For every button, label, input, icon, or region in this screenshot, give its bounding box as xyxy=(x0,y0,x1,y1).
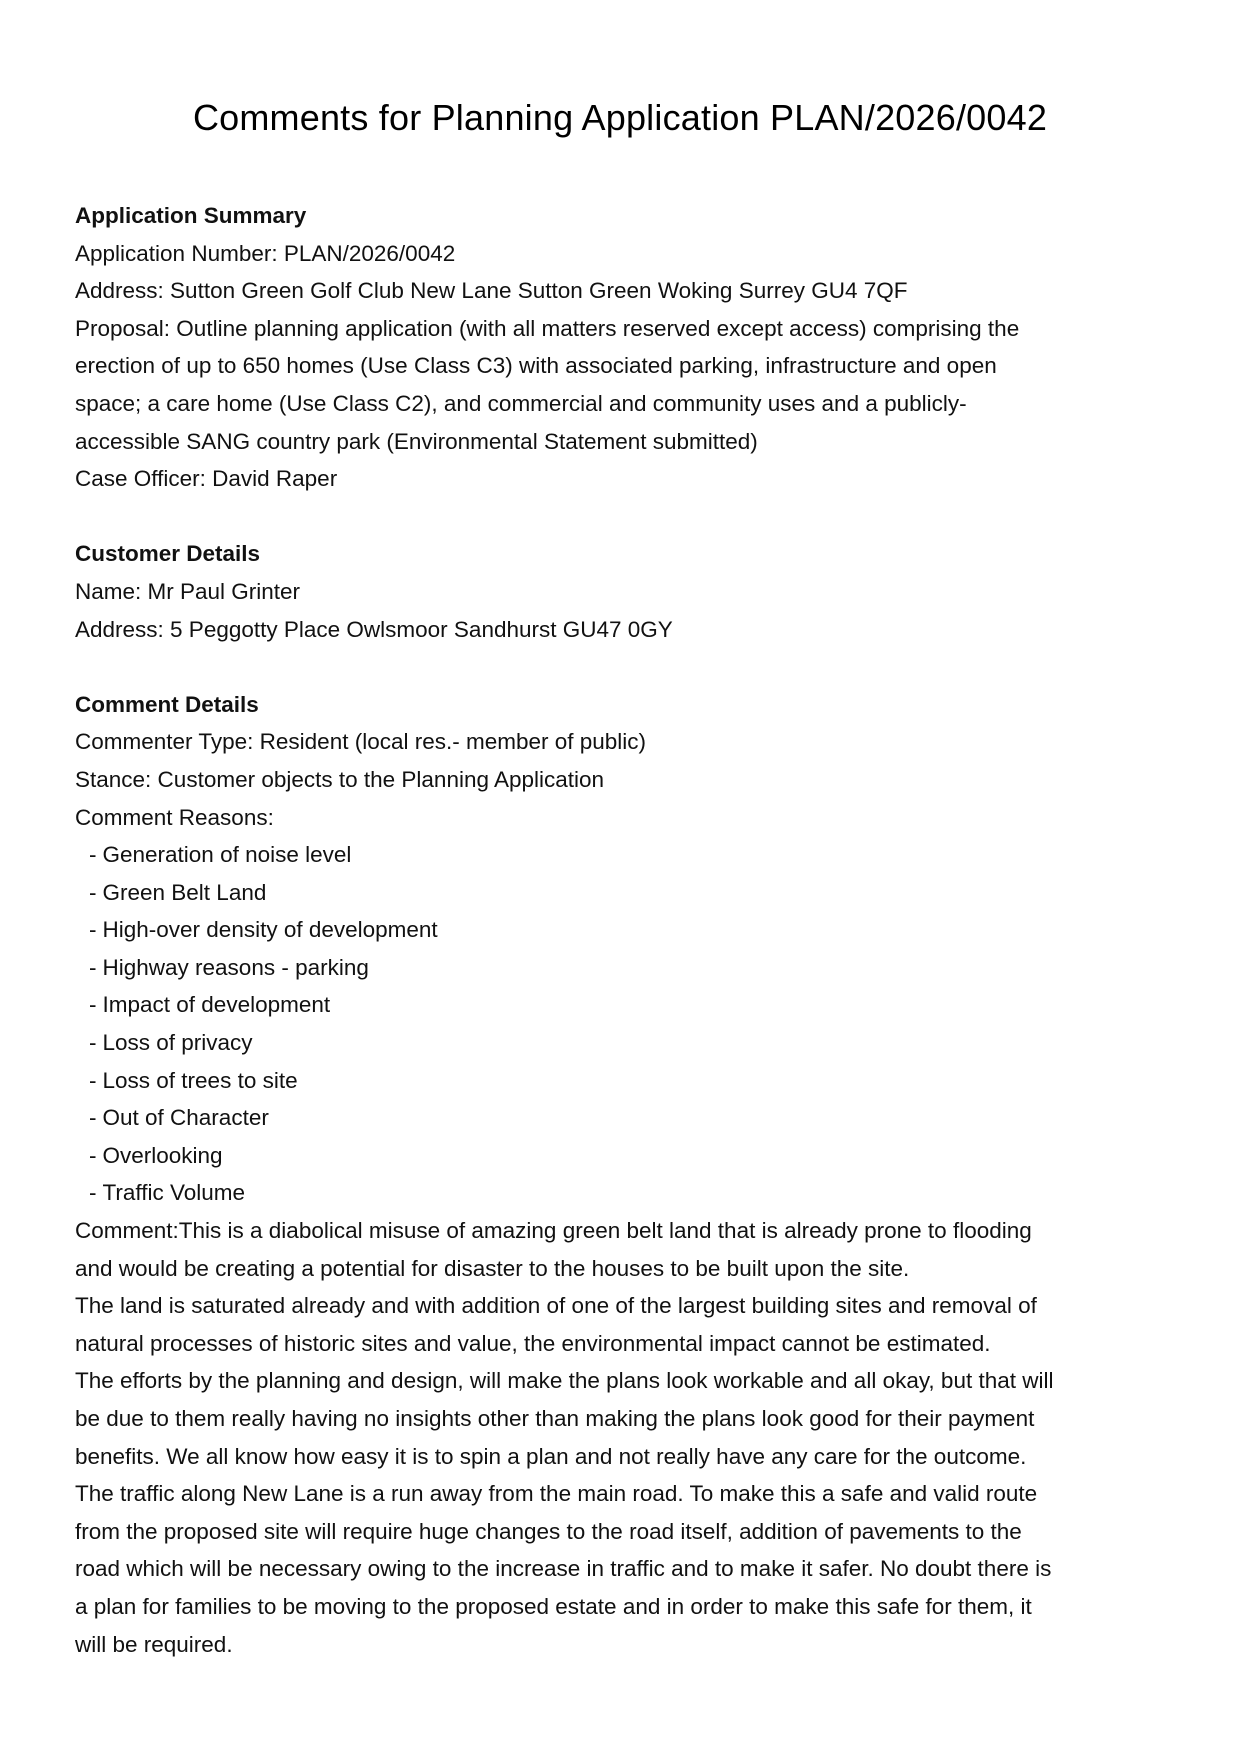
comment-reasons-label: Comment Reasons: xyxy=(75,804,274,830)
comment-reason-text: Generation of noise level xyxy=(102,842,352,868)
comment-line: and would be creating a potential for disaster to the houses to be built upon the site. xyxy=(75,1255,910,1281)
comment-line: a plan for families to be moving to the proposed estate and in order to make this safe for them, it xyxy=(75,1593,1032,1619)
comment-details-heading: Comment Details xyxy=(75,691,259,717)
comment-reason-text: Impact of development xyxy=(102,992,331,1018)
comment-reason-item: - Out of Character xyxy=(89,1105,269,1131)
comment-line: from the proposed site will require huge changes to the road itself, addition of pavements to the xyxy=(75,1518,1022,1544)
comment-line: will be required. xyxy=(75,1631,233,1657)
customer-details-section xyxy=(75,535,1175,648)
comment-reason-text: Loss of privacy xyxy=(102,1030,253,1056)
comment-reason-item: - Green Belt Land xyxy=(89,879,267,905)
comment-reason-text: Green Belt Land xyxy=(102,879,267,905)
comment-reason-item: - Highway reasons - parking xyxy=(89,954,369,980)
customer-address: Address: 5 Peggotty Place Owlsmoor Sandhurst GU47 0GY xyxy=(75,616,673,642)
comment-reason-item: - Overlooking xyxy=(89,1142,223,1168)
application-address: Address: Sutton Green Golf Club New Lane Sutton Green Woking Surrey GU4 7QF xyxy=(75,278,908,304)
comment-line: benefits. We all know how easy it is to spin a plan and not really have any care for the outcome. xyxy=(75,1443,1027,1469)
comment-text xyxy=(75,1212,1175,1663)
comment-reason-item: - Loss of privacy xyxy=(89,1030,253,1056)
comment-line: Comment:This is a diabolical misuse of amazing green belt land that is already prone to flooding xyxy=(75,1218,1032,1244)
application-number: Application Number: PLAN/2026/0042 xyxy=(75,240,456,266)
comment-reason-item: - High-over density of development xyxy=(89,917,438,943)
comment-line: road which will be necessary owing to the increase in traffic and to make it safer. No doubt there is xyxy=(75,1556,1052,1582)
comment-reason-text: Out of Character xyxy=(102,1105,269,1131)
comment-line: natural processes of historic sites and value, the environmental impact cannot be estimated. xyxy=(75,1330,991,1356)
document-body xyxy=(75,197,1175,1663)
comment-reason-text: Traffic Volume xyxy=(102,1180,246,1206)
comment-reason-text: Overlooking xyxy=(102,1142,223,1168)
comment-reason-item: - Traffic Volume xyxy=(89,1180,246,1206)
comment-line: be due to them really having no insights other than making the plans look good for their payment xyxy=(75,1406,1035,1431)
comment-reason-item: - Loss of trees to site xyxy=(89,1067,298,1093)
comment-details-section xyxy=(75,686,1175,1663)
customer-name: Name: Mr Paul Grinter xyxy=(75,578,301,604)
comment-reason-text: Loss of trees to site xyxy=(102,1067,298,1093)
comment-line: The land is saturated already and with addition of one of the largest building sites and removal of xyxy=(75,1293,1037,1319)
proposal-line: Proposal: Outline planning application (with all matters reserved except access) comprising the xyxy=(75,315,1020,341)
case-officer: Case Officer: David Raper xyxy=(75,466,338,492)
proposal-line: accessible SANG country park (Environmental Statement submitted) xyxy=(75,428,758,454)
comment-reason-item: - Impact of development xyxy=(89,992,331,1018)
comment-reason-text: Highway reasons - parking xyxy=(102,954,369,980)
customer-details-heading: Customer Details xyxy=(75,541,261,567)
comment-reasons-list xyxy=(75,836,1175,1212)
commenter-type: Commenter Type: Resident (local res.- member of public) xyxy=(75,729,647,755)
page-title: Comments for Planning Application PLAN/2026/0042 xyxy=(192,97,1048,138)
application-summary-heading: Application Summary xyxy=(75,203,307,228)
comment-reason-item: - Generation of noise level xyxy=(89,842,352,868)
proposal-line: space; a care home (Use Class C2), and commercial and community uses and a publicly- xyxy=(75,390,967,416)
comment-line: The traffic along New Lane is a run away from the main road. To make this a safe and valid route xyxy=(75,1481,1038,1507)
application-summary-section xyxy=(75,197,1175,498)
proposal-line: erection of up to 650 homes (Use Class C3) with associated parking, infrastructure and open xyxy=(75,353,997,379)
comment-line: The efforts by the planning and design, will make the plans look workable and all okay, but that will xyxy=(75,1368,1054,1394)
stance: Stance: Customer objects to the Planning Application xyxy=(75,766,605,792)
comment-reason-text: High-over density of development xyxy=(102,917,438,943)
